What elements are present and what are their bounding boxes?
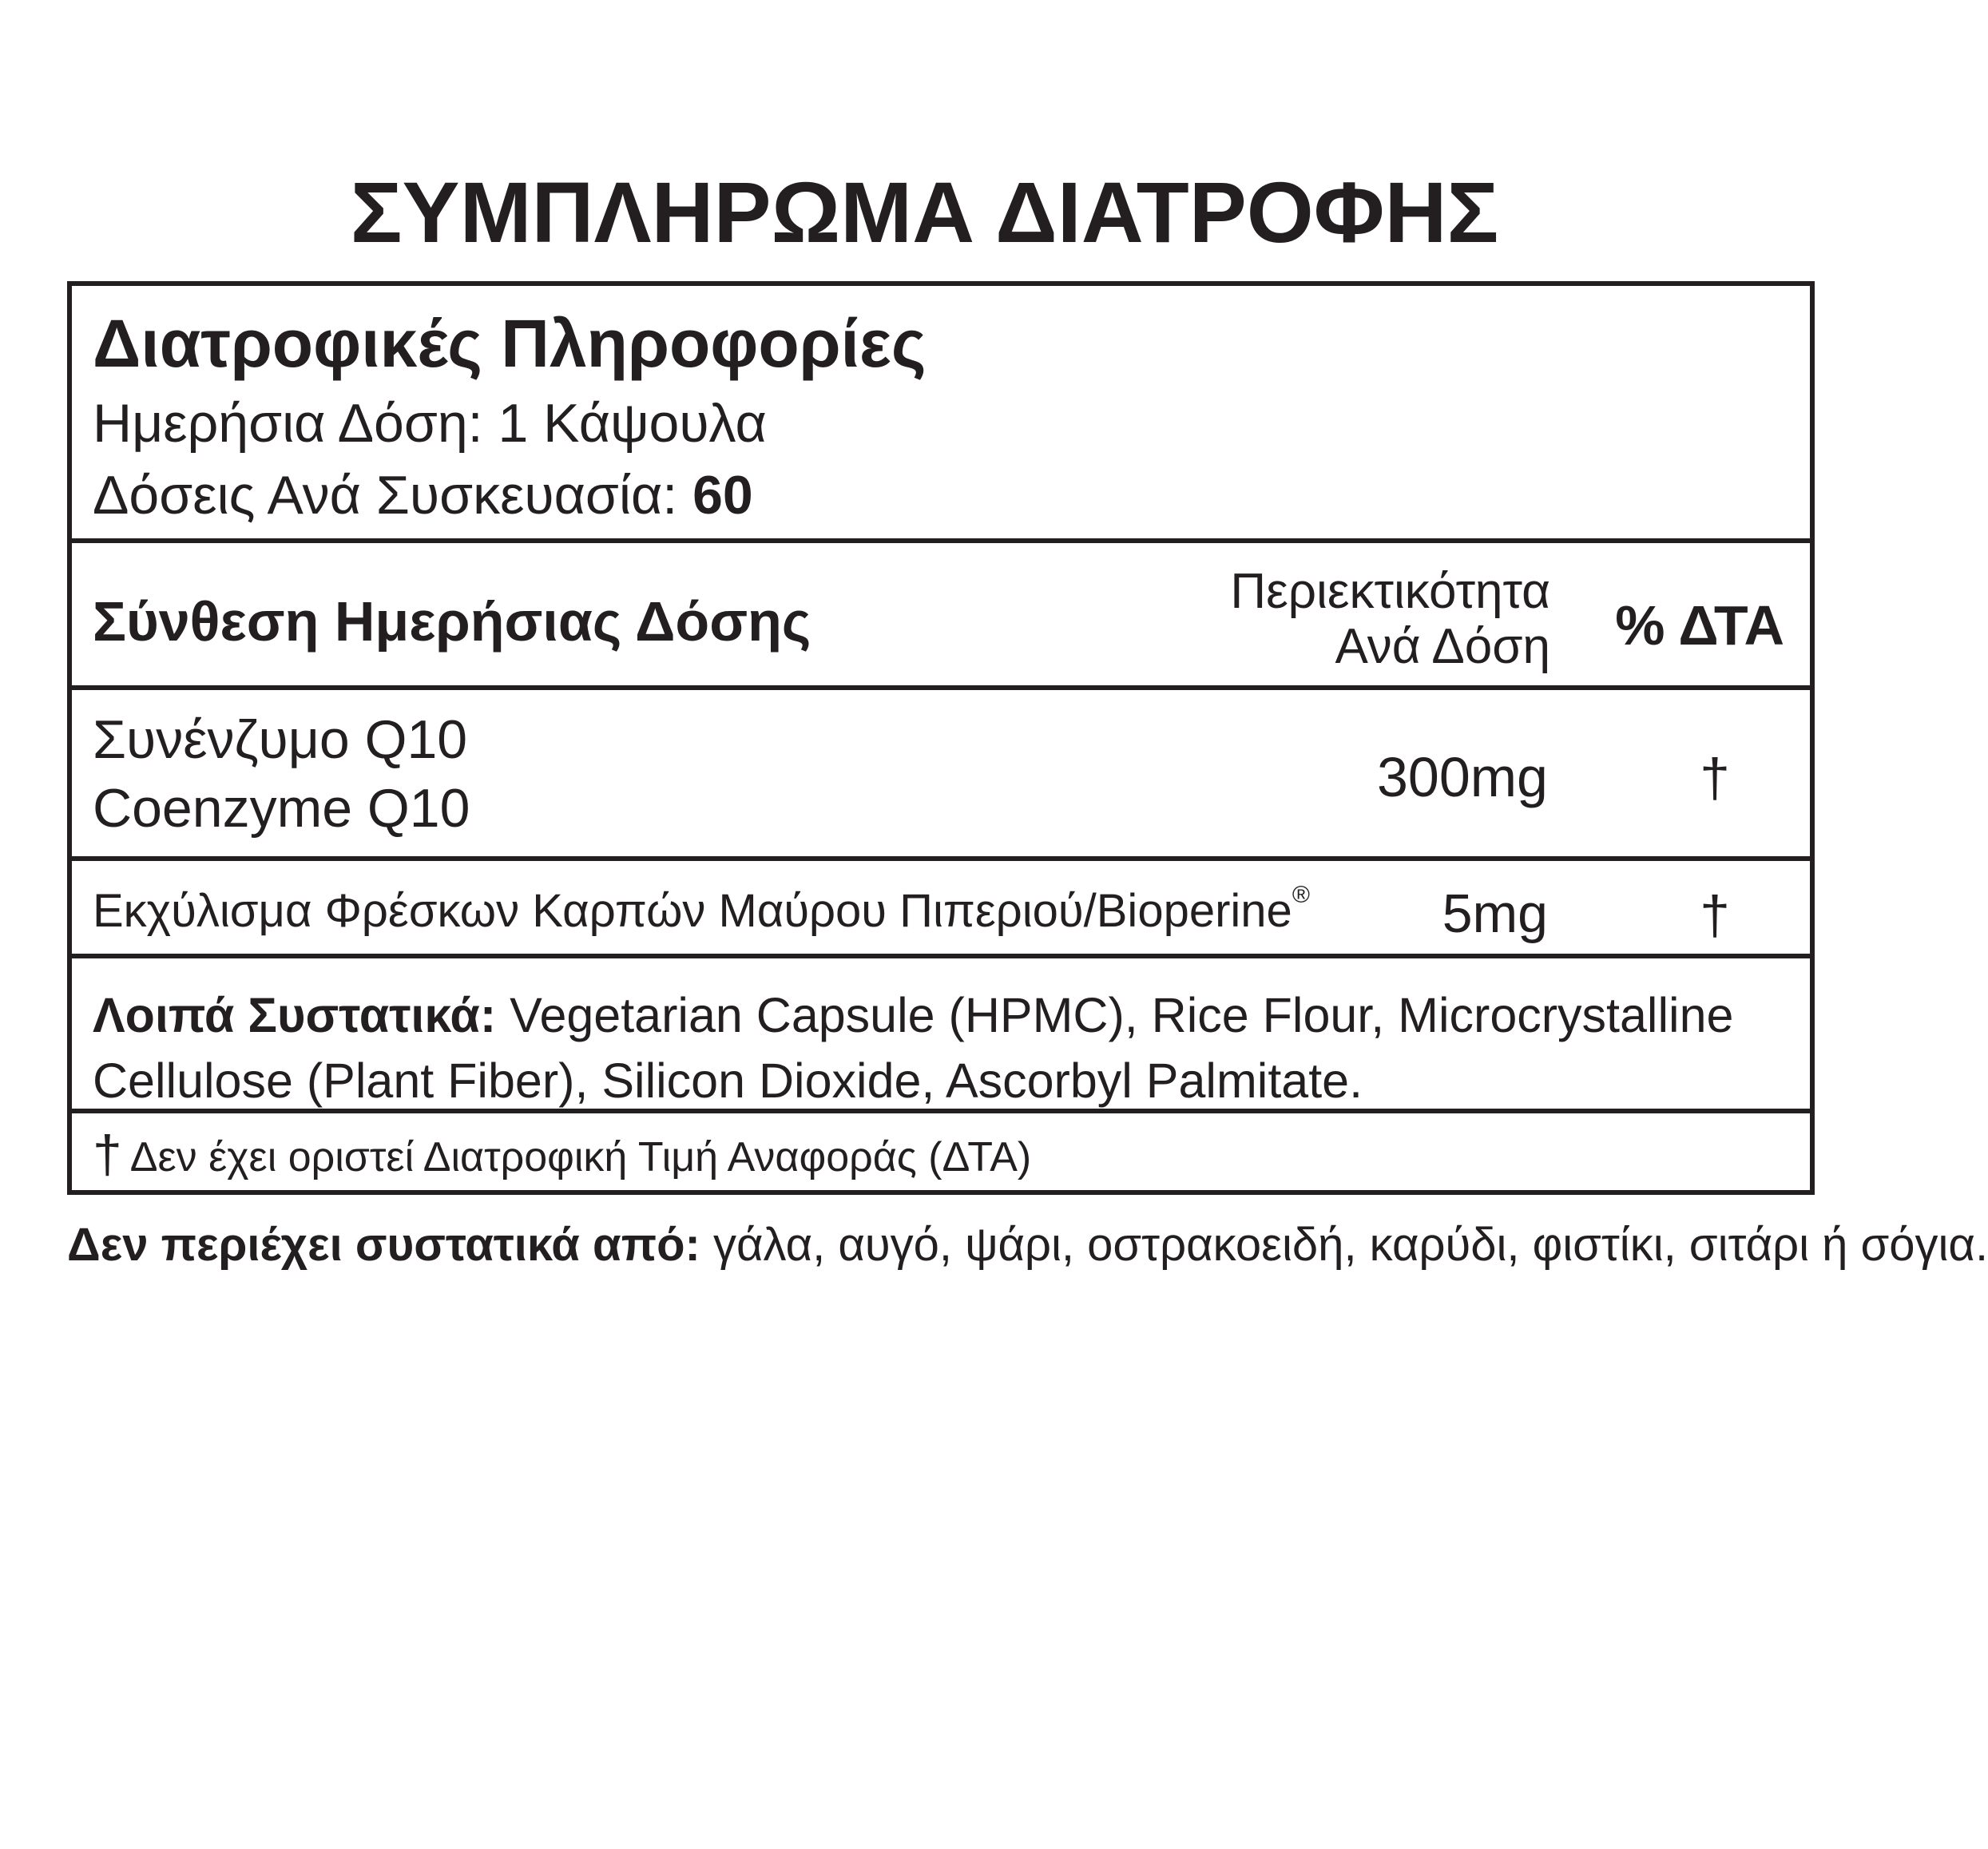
allergen-statement: [67, 1219, 1988, 1271]
dagger-symbol: †: [93, 1125, 122, 1184]
amount-header-line2: Ανά Δόση: [1335, 619, 1550, 675]
divider: [72, 954, 1810, 958]
footnote: [93, 1125, 1032, 1184]
ingredient-amount: 300mg: [1376, 746, 1548, 808]
amount-per-serving-header: [1230, 564, 1550, 675]
servings-value: 60: [692, 465, 753, 526]
other-ingredients: [93, 982, 1778, 1113]
page-title: ΣΥΜΠΛΗΡΩΜΑ ΔΙΑΤΡΟΦΗΣ: [350, 164, 1499, 260]
ingredient-amount: 5mg: [1442, 883, 1548, 944]
other-ingredients-label: Λοιπά Συστατικά:: [93, 988, 497, 1042]
allergen-text: γάλα, αυγό, ψάρι, οστρακοειδή, καρύδι, φιστίκι, σιτάρι ή σόγια.: [712, 1219, 1988, 1271]
composition-header: Σύνθεση Ημερήσιας Δόσης: [93, 590, 811, 653]
ingredient-dv: †: [1700, 748, 1730, 808]
ingredient-name-text: Εκχύλισμα Φρέσκων Καρπών Μαύρου Πιπεριού/Bioperine: [93, 885, 1292, 937]
servings-label: Δόσεις Ανά Συσκευασία:: [93, 465, 678, 526]
nutrition-facts-table: [67, 281, 1815, 1195]
other-ingredients-text: Vegetarian Capsule (HPMC), Rice Flour, Microcrystalline Cellulose (Plant Fiber), Silicon Dioxide, Ascorbyl Palmitate.: [93, 988, 1734, 1108]
divider: [72, 685, 1810, 690]
divider: [72, 1109, 1810, 1113]
ingredient-dv: †: [1700, 885, 1730, 946]
amount-header-line1: Περιεκτικότητα: [1230, 564, 1550, 619]
serving-size-label: Ημερήσια Δόση:: [93, 393, 483, 454]
serving-size: [93, 393, 767, 454]
serving-size-value: 1 Κάψουλα: [498, 393, 767, 454]
dv-header: % ΔΤΑ: [1615, 594, 1784, 657]
registered-trademark: ®: [1292, 882, 1310, 908]
servings-per-container: [93, 465, 753, 526]
allergen-label: Δεν περιέχει συστατικά από:: [67, 1219, 700, 1271]
ingredient-name: [93, 882, 1310, 937]
ingredient-name-english: Coenzyme Q10: [93, 778, 470, 839]
divider: [72, 856, 1810, 861]
divider: [72, 538, 1810, 543]
footnote-text: Δεν έχει οριστεί Διατροφική Τιμή Αναφοράς (ΔΤΑ): [129, 1134, 1032, 1180]
facts-heading: Διατροφικές Πληροφορίες: [93, 306, 927, 381]
ingredient-name-greek: Συνένζυμο Q10: [93, 709, 468, 770]
